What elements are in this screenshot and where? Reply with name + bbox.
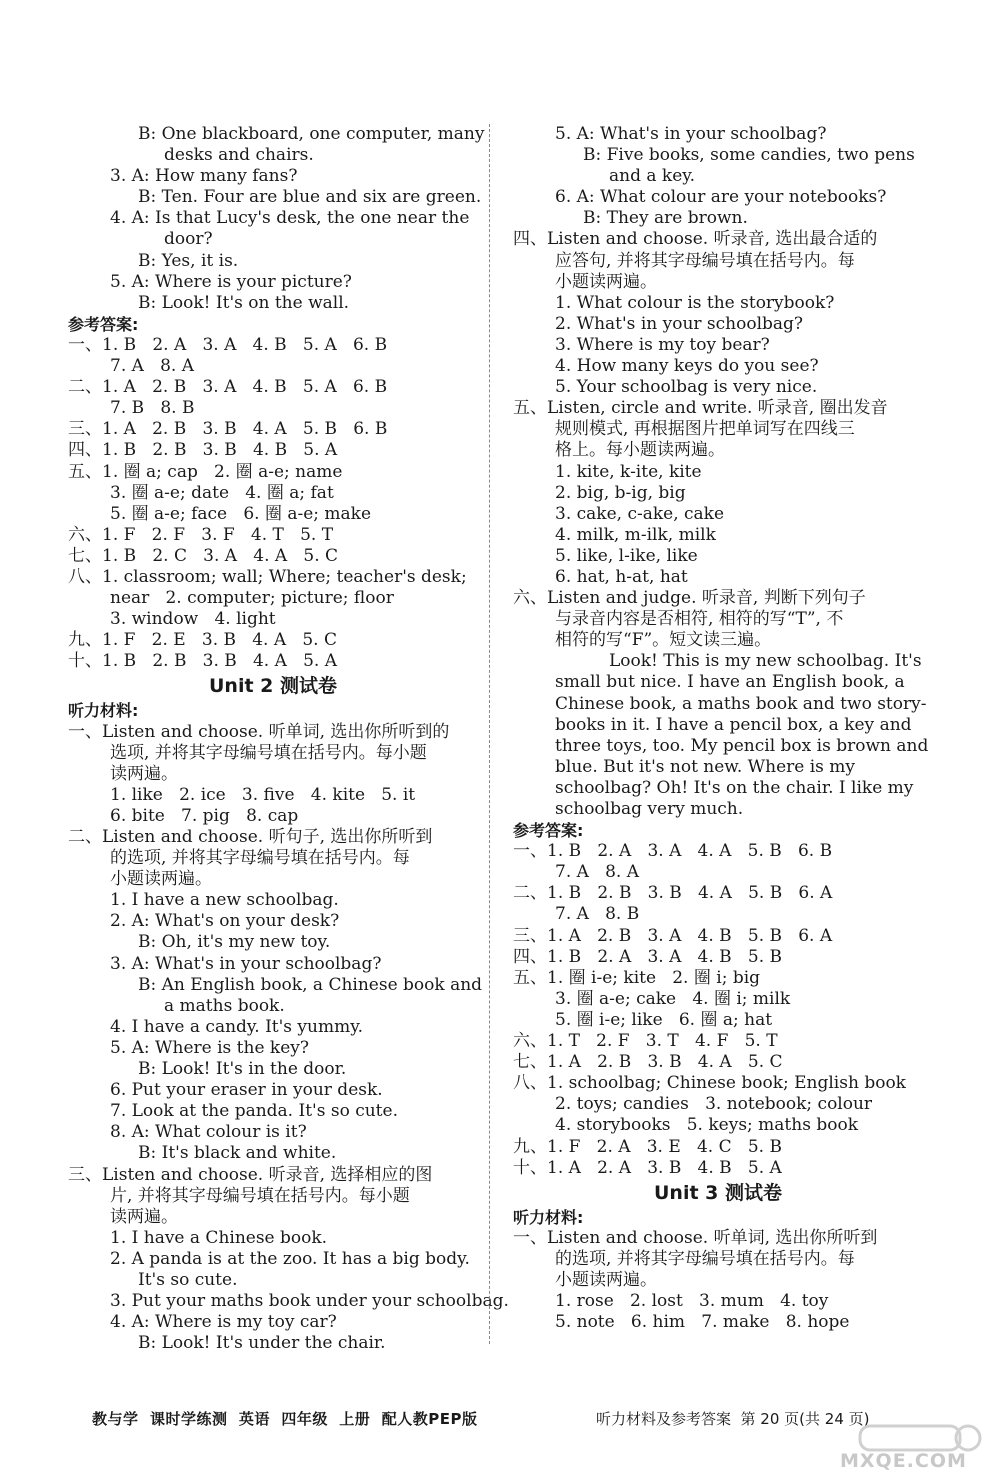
text-line: 三、Listen and choose. 听录音, 选择相应的图 — [68, 1164, 433, 1185]
text-line: 二、1. B 2. B 3. B 4. A 5. B 6. A — [513, 883, 833, 904]
text-line: 1. I have a Chinese book. — [110, 1227, 328, 1248]
text-line: 与录音内容是否相符, 相符的写“T”, 不 — [555, 609, 844, 630]
text-line: 读两遍。 — [110, 1206, 178, 1227]
text-line: 6. hat, h-at, hat — [555, 566, 688, 587]
text-line: small but nice. I have an English book, a — [555, 672, 905, 693]
text-line: 7. A 8. A — [555, 862, 640, 883]
text-line: 十、1. A 2. A 3. B 4. B 5. A — [513, 1157, 782, 1178]
text-line: 小题读两遍。 — [555, 1269, 657, 1290]
text-line: near 2. computer; picture; floor — [110, 588, 394, 609]
text-line: and a key. — [609, 166, 696, 187]
text-line: 7. A 8. A — [110, 356, 195, 377]
text-line: 片, 并将其字母编号填在括号内。每小题 — [110, 1185, 410, 1206]
right-column — [513, 124, 929, 1333]
text-line: 四、1. B 2. B 3. B 4. B 5. A — [68, 440, 338, 461]
text-line: desks and chairs. — [164, 145, 314, 166]
text-line: 规则模式, 再根据图片把单词写在四线三 — [555, 419, 855, 440]
text-line: 5. note 6. him 7. make 8. hope — [555, 1312, 850, 1333]
text-line: 格上。每小题读两遍。 — [555, 440, 725, 461]
text-line: It's so cute. — [138, 1269, 238, 1290]
text-line: 选项, 并将其字母编号填在括号内。每小题 — [110, 742, 427, 763]
text-line: 3. Where is my toy bear? — [555, 334, 770, 355]
section-heading: Unit 2 测试卷 — [209, 675, 337, 698]
text-line: B: They are brown. — [583, 208, 748, 229]
text-line: 六、Listen and judge. 听录音, 判断下列句子 — [513, 588, 866, 609]
text-line: B: One blackboard, one computer, many — [138, 124, 485, 144]
text-line: 四、1. B 2. A 3. A 4. B 5. B — [513, 946, 782, 967]
text-line: 5. like, l-ike, like — [555, 545, 698, 566]
text-line: 4. I have a candy. It's yummy. — [110, 1016, 363, 1037]
section-heading: Unit 3 测试卷 — [654, 1181, 782, 1204]
footer-book-title: 教与学 课时学练测 英语 四年级 上册 配人教PEP版 — [92, 1410, 478, 1428]
text-line: 2. What's in your schoolbag? — [555, 313, 804, 334]
text-line: 1. I have a new schoolbag. — [110, 890, 339, 911]
text-line: 2. big, b-ig, big — [555, 482, 686, 503]
text-line: schoolbag very much. — [555, 799, 744, 819]
text-line: 4. A: Is that Lucy's desk, the one near the — [110, 208, 470, 229]
text-line: three toys, too. My pencil box is brown and — [555, 735, 929, 756]
text-line: 五、1. 圈 i-e; kite 2. 圈 i; big — [513, 967, 761, 988]
text-line: B: Oh, it's my new toy. — [138, 932, 331, 953]
left-column — [68, 124, 509, 1354]
text-line: 4. storybooks 5. keys; maths book — [555, 1115, 858, 1136]
text-line: 3. A: What's in your schoolbag? — [110, 953, 382, 974]
text-line: 2. A: What's on your desk? — [110, 911, 340, 932]
text-line: 3. window 4. light — [110, 609, 276, 630]
text-line: B: Ten. Four are blue and six are green. — [138, 187, 482, 208]
text-line: 3. Put your maths book under your schoolbag. — [110, 1291, 509, 1312]
text-line: 一、1. B 2. A 3. A 4. B 5. A 6. B — [68, 334, 388, 355]
text-line: 二、Listen and choose. 听句子, 选出你所听到 — [68, 827, 433, 847]
text-line: 八、1. schoolbag; Chinese book; English book — [513, 1073, 906, 1094]
text-line: 四、Listen and choose. 听录音, 选出最合适的 — [513, 229, 878, 250]
text-line: 4. How many keys do you see? — [555, 356, 819, 377]
text-line: B: Five books, some candies, two pens — [583, 145, 915, 166]
text-line: 九、1. F 2. A 3. E 4. C 5. B — [513, 1136, 782, 1157]
text-line: B: Look! It's on the wall. — [138, 292, 350, 313]
watermark-text: MXQE.COM — [840, 1450, 967, 1472]
watermark — [820, 1424, 990, 1470]
text-line: 七、1. B 2. C 3. A 4. A 5. C — [68, 545, 339, 566]
text-line: 六、1. F 2. F 3. F 4. T 5. T — [68, 524, 334, 545]
text-line: 7. B 8. B — [110, 398, 195, 419]
text-line: 4. milk, m-ilk, milk — [555, 524, 716, 545]
text-line: 相符的写“F”。短文读三遍。 — [555, 630, 772, 651]
text-line: B: It's black and white. — [138, 1143, 337, 1164]
text-line: 五、1. 圈 a; cap 2. 圈 a-e; name — [68, 461, 343, 482]
text-line: 5. Your schoolbag is very nice. — [555, 377, 818, 398]
text-line: 一、Listen and choose. 听单词, 选出你所听到 — [513, 1227, 878, 1248]
text-line: 5. 圈 a-e; face 6. 圈 a-e; make — [110, 503, 372, 524]
text-line: 听力材料: — [513, 1207, 584, 1227]
text-line: 1. rose 2. lost 3. mum 4. toy — [555, 1291, 829, 1312]
text-line: blue. But it's not new. Where is my — [555, 756, 856, 777]
text-line: 听力材料: — [68, 701, 139, 721]
text-line: 3. cake, c-ake, cake — [555, 503, 725, 524]
text-line: Chinese book, a maths book and two story- — [555, 693, 927, 714]
text-line: 7. Look at the panda. It's so cute. — [110, 1101, 398, 1122]
text-line: 3. 圈 a-e; cake 4. 圈 i; milk — [555, 988, 791, 1009]
text-line: schoolbag? Oh! It's on the chair. I like my — [555, 777, 914, 798]
text-line: 2. toys; candies 3. notebook; colour — [555, 1094, 873, 1115]
text-line: B: Look! It's under the chair. — [138, 1333, 386, 1354]
text-line: 6. bite 7. pig 8. cap — [110, 805, 299, 826]
text-line: a maths book. — [164, 995, 285, 1016]
text-line: 2. A panda is at the zoo. It has a big body. — [110, 1248, 470, 1269]
text-line: 4. A: Where is my toy car? — [110, 1312, 337, 1333]
text-line: 6. Put your eraser in your desk. — [110, 1080, 383, 1101]
text-line: 应答句, 并将其字母编号填在括号内。每 — [555, 250, 855, 271]
page-footer — [92, 1408, 932, 1432]
text-line: 五、Listen, circle and write. 听录音, 圈出发音 — [513, 398, 888, 419]
text-line: 5. A: Where is the key? — [110, 1037, 309, 1058]
text-line: 1. What colour is the storybook? — [555, 292, 835, 313]
text-line: B: Look! It's in the door. — [138, 1059, 347, 1080]
column-divider — [489, 124, 490, 1344]
text-line: 三、1. A 2. B 3. B 4. A 5. B 6. B — [68, 419, 388, 440]
text-line: 3. A: How many fans? — [110, 166, 298, 187]
text-line: 读两遍。 — [110, 763, 178, 784]
text-line: 六、1. T 2. F 3. T 4. F 5. T — [513, 1031, 778, 1052]
text-line: 小题读两遍。 — [110, 869, 212, 890]
text-line: 参考答案: — [513, 821, 584, 841]
text-line: 一、1. B 2. A 3. A 4. A 5. B 6. B — [513, 841, 833, 862]
text-line: 5. A: What's in your schoolbag? — [555, 124, 827, 144]
text-line: 3. 圈 a-e; date 4. 圈 a; fat — [110, 482, 334, 503]
text-line: 小题读两遍。 — [555, 271, 657, 292]
text-line: 1. like 2. ice 3. five 4. kite 5. it — [110, 784, 416, 805]
text-line: 一、Listen and choose. 听单词, 选出你所听到的 — [68, 721, 450, 742]
text-line: 九、1. F 2. E 3. B 4. A 5. C — [68, 630, 337, 651]
text-line: books in it. I have a pencil box, a key and — [555, 714, 912, 735]
footer-page-info: 听力材料及参考答案 第 20 页(共 24 页) — [596, 1410, 870, 1428]
text-line: 5. 圈 i-e; like 6. 圈 a; hat — [555, 1009, 773, 1030]
text-line: 1. kite, k-ite, kite — [555, 461, 702, 482]
text-line: 5. A: Where is your picture? — [110, 271, 352, 292]
text-line: 的选项, 并将其字母编号填在括号内。每 — [110, 848, 410, 869]
text-line: 8. A: What colour is it? — [110, 1122, 307, 1143]
text-line: 八、1. classroom; wall; Where; teacher's desk; — [68, 566, 467, 587]
text-line: door? — [164, 229, 213, 250]
text-line: 7. A 8. B — [555, 904, 640, 925]
text-line: 参考答案: — [68, 314, 139, 334]
text-line: Look! This is my new schoolbag. It's — [609, 651, 922, 672]
text-line: B: Yes, it is. — [138, 250, 239, 271]
text-line: 十、1. B 2. B 3. B 4. A 5. A — [68, 651, 337, 672]
text-line: B: An English book, a Chinese book and — [138, 974, 483, 995]
text-line: 三、1. A 2. B 3. A 4. B 5. B 6. A — [513, 925, 833, 946]
text-line: 七、1. A 2. B 3. B 4. A 5. C — [513, 1052, 783, 1073]
text-line: 6. A: What colour are your notebooks? — [555, 187, 887, 208]
text-line: 二、1. A 2. B 3. A 4. B 5. A 6. B — [68, 377, 388, 398]
text-line: 的选项, 并将其字母编号填在括号内。每 — [555, 1248, 855, 1269]
